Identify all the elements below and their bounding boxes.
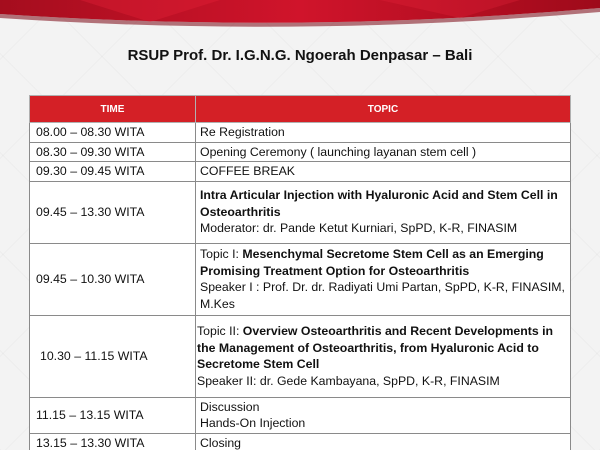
time-cell: 13.15 – 13.30 WITA — [30, 433, 196, 450]
topic-title: Mesenchymal Secretome Stem Cell as an Emerging Promising Treatment Option for Osteoarthritis — [200, 247, 544, 278]
table-row — [30, 243, 571, 315]
time-cell: 09.30 – 09.45 WITA — [30, 162, 196, 182]
time-cell: 11.15 – 13.15 WITA — [30, 397, 196, 433]
time-cell: 08.30 – 09.30 WITA — [30, 142, 196, 162]
discussion-label: Discussion — [200, 399, 260, 414]
column-header-topic: TOPIC — [196, 96, 571, 123]
topic-cell — [196, 243, 571, 315]
topic-speaker: Speaker II: dr. Gede Kambayana, SpPD, K-R, FINASIM — [197, 373, 500, 388]
table-header-row — [30, 96, 571, 123]
table-row — [30, 433, 571, 450]
top-banner — [0, 0, 600, 30]
table-row — [30, 181, 571, 243]
time-cell: 10.30 – 11.15 WITA — [30, 315, 196, 397]
table-row — [30, 123, 571, 143]
table-row — [30, 142, 571, 162]
time-cell: 09.45 – 10.30 WITA — [30, 243, 196, 315]
table-row — [30, 397, 571, 433]
agenda-table — [29, 95, 571, 450]
table-row — [30, 162, 571, 182]
session-moderator: Moderator: dr. Pande Ketut Kurniari, SpPD, K-R, FINASIM — [200, 221, 518, 236]
topic-title: Overview Osteoarthritis and Recent Developments in the Management of Osteoarthritis, from Hyaluronic Acid to Secretome Stem Cell — [197, 324, 554, 371]
hands-on-label: Hands-On Injection — [200, 416, 306, 430]
topic-speaker: Speaker I : Prof. Dr. dr. Radiyati Umi Partan, SpPD, K-R, FINASIM, M.Kes — [200, 280, 565, 311]
topic-cell — [196, 315, 571, 397]
session-title: Intra Articular Injection with Hyaluronic Acid and Stem Cell in Osteoarthritis — [200, 188, 558, 219]
topic-cell: Opening Ceremony ( launching layanan stem cell ) — [196, 142, 571, 162]
topic-prefix: Topic I: — [200, 247, 243, 261]
topic-cell: Closing — [196, 433, 571, 450]
topic-cell — [196, 181, 571, 243]
time-cell: 09.45 – 13.30 WITA — [30, 181, 196, 243]
topic-cell: COFFEE BREAK — [196, 162, 571, 182]
column-header-time: TIME — [30, 96, 196, 123]
topic-cell: Re Registration — [196, 123, 571, 143]
topic-prefix: Topic II: — [197, 324, 243, 338]
time-cell: 08.00 – 08.30 WITA — [30, 123, 196, 143]
topic-cell — [196, 397, 571, 433]
table-row — [30, 315, 571, 397]
page-title: RSUP Prof. Dr. I.G.N.G. Ngoerah Denpasar – Bali — [127, 47, 473, 64]
